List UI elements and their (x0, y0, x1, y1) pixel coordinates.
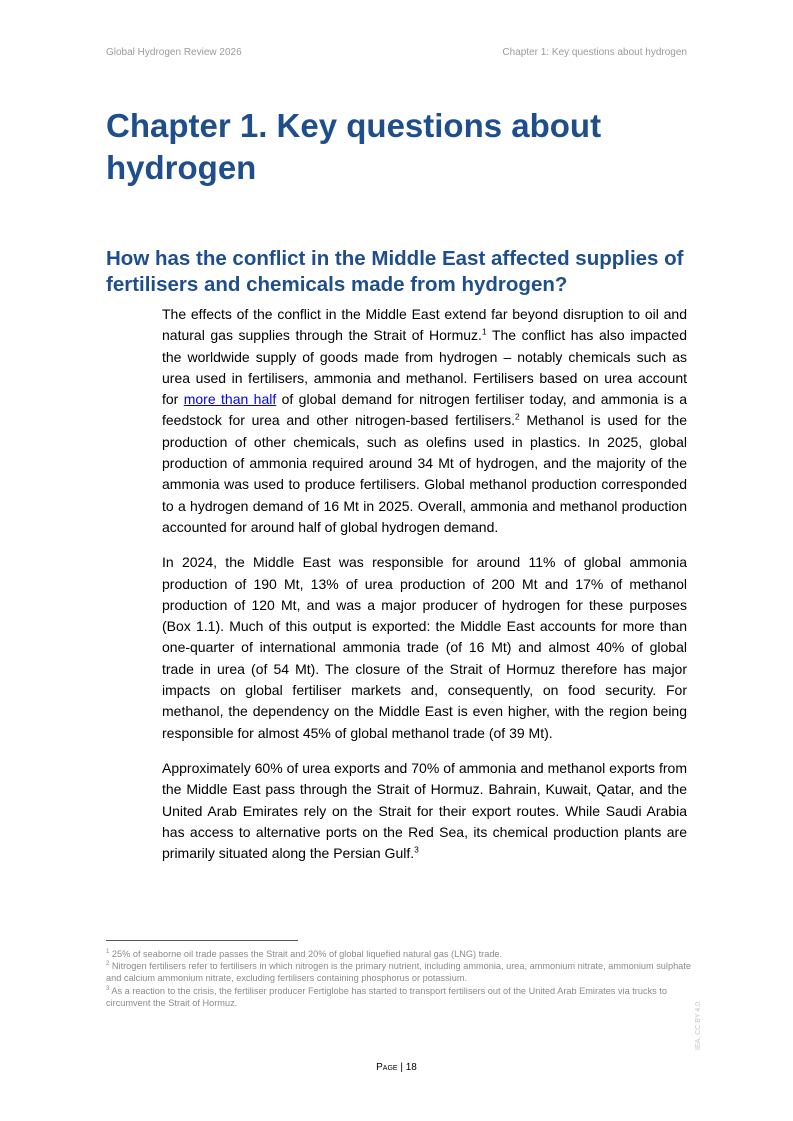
footnote-ref-2[interactable]: 2 (514, 411, 520, 422)
paragraph-3 (162, 758, 687, 864)
page-number: 18 (405, 1062, 417, 1073)
paragraph-1-text-a: The effects of the conflict in the Middle East extend far beyond disruption to oil and natural gas supplies through the Strait of Hormuz. (162, 306, 687, 344)
body-text (162, 304, 687, 878)
footnote-2 (106, 960, 691, 984)
footnote-text: Nitrogen fertilisers refer to fertilisers in which nitrogen is the primary nutrient, including ammonia, urea, ammonium nitrate, ammonium sulphate and calcium ammonium nitrate, excluding fertilisers containing phosphorus or potassium. (106, 961, 691, 984)
running-header-right: Chapter 1: Key questions about hydrogen (502, 47, 687, 58)
paragraph-1 (162, 304, 687, 538)
chapter-title: Chapter 1. Key questions about hydrogen (106, 107, 602, 186)
page-label: Page (376, 1062, 398, 1073)
running-header-left: Global Hydrogen Review 2026 (106, 47, 242, 58)
paragraph-1-text-d: Methanol is used for the production of other chemicals, such as olefins used in plastics. In 2025, global production of ammonia required around 34 Mt of hydrogen, and the majority of the ammonia was used to produce fertilisers. Global methanol production corresponded to a hydrogen demand of 16 Mt in 2025. Overall, ammonia and methanol production accounted for around half of global hydrogen demand. (162, 412, 687, 535)
page-number-footer (0, 1062, 793, 1073)
paragraph-1-text-c: of global demand for nitrogen fertiliser today, and ammonia is a feedstock for urea and other nitrogen-based fertilisers. (162, 391, 687, 429)
footnote-text: As a reaction to the crisis, the fertiliser producer Fertiglobe has started to transport fertilisers out of the United Arab Emirates via trucks to circumvent the Strait of Hormuz. (106, 985, 667, 1008)
footnote-1 (106, 948, 691, 960)
footnote-ref-3[interactable]: 3 (414, 844, 419, 855)
footnotes (106, 948, 691, 1009)
footnote-ref-1[interactable]: 1 (481, 326, 487, 337)
footnote-text: 25% of seaborne oil trade passes the Strait and 20% of global liquefied natural gas (LNG) trade. (109, 949, 503, 959)
footnote-number: 2 (106, 961, 110, 968)
paragraph-2: In 2024, the Middle East was responsible for around 11% of global ammonia production of 190 Mt, 13% of urea production of 200 Mt and 17% of methanol production of 120 Mt, and was a major producer of hydrogen for these purposes (Box 1.1). Much of this output is exported: the Middle East accounts for more than one-quarter of international ammonia trade (of 16 Mt) and almost 40% of global trade in urea (of 54 Mt). The closure of the Strait of Hormuz therefore has major impacts on global fertiliser markets and, consequently, on food security. For methanol, the dependency on the Middle East is even higher, with the region being responsible for almost 45% of global methanol trade (of 39 Mt). (162, 554, 687, 741)
footnote-number: 3 (106, 985, 110, 992)
more-than-half-link[interactable]: more than half (183, 391, 277, 408)
paragraph-3-text: Approximately 60% of urea exports and 70% of ammonia and methanol exports from the Middle East pass through the Strait of Hormuz. Bahrain, Kuwait, Qatar, and the United Arab Emirates rely on the Strait for their export routes. While Saudi Arabia has access to alternative ports on the Red Sea, its chemical production plants are primarily situated along the Persian Gulf. (162, 759, 687, 862)
footnote-3 (106, 985, 691, 1009)
paragraph-1-text-b: The conflict has also impacted the worldwide supply of goods made from hydrogen – notably chemicals such as urea used in fertilisers, ammonia and methanol. Fertilisers based on urea account for (162, 327, 688, 408)
license-notice: IEA. CC BY 4.0. (695, 999, 702, 1050)
page-separator: | (397, 1062, 406, 1073)
footnote-divider (106, 940, 298, 941)
footnote-number: 1 (106, 948, 110, 955)
section-heading: How has the conflict in the Middle East affected supplies of fertilisers and chemicals made from hydrogen? (106, 247, 684, 296)
